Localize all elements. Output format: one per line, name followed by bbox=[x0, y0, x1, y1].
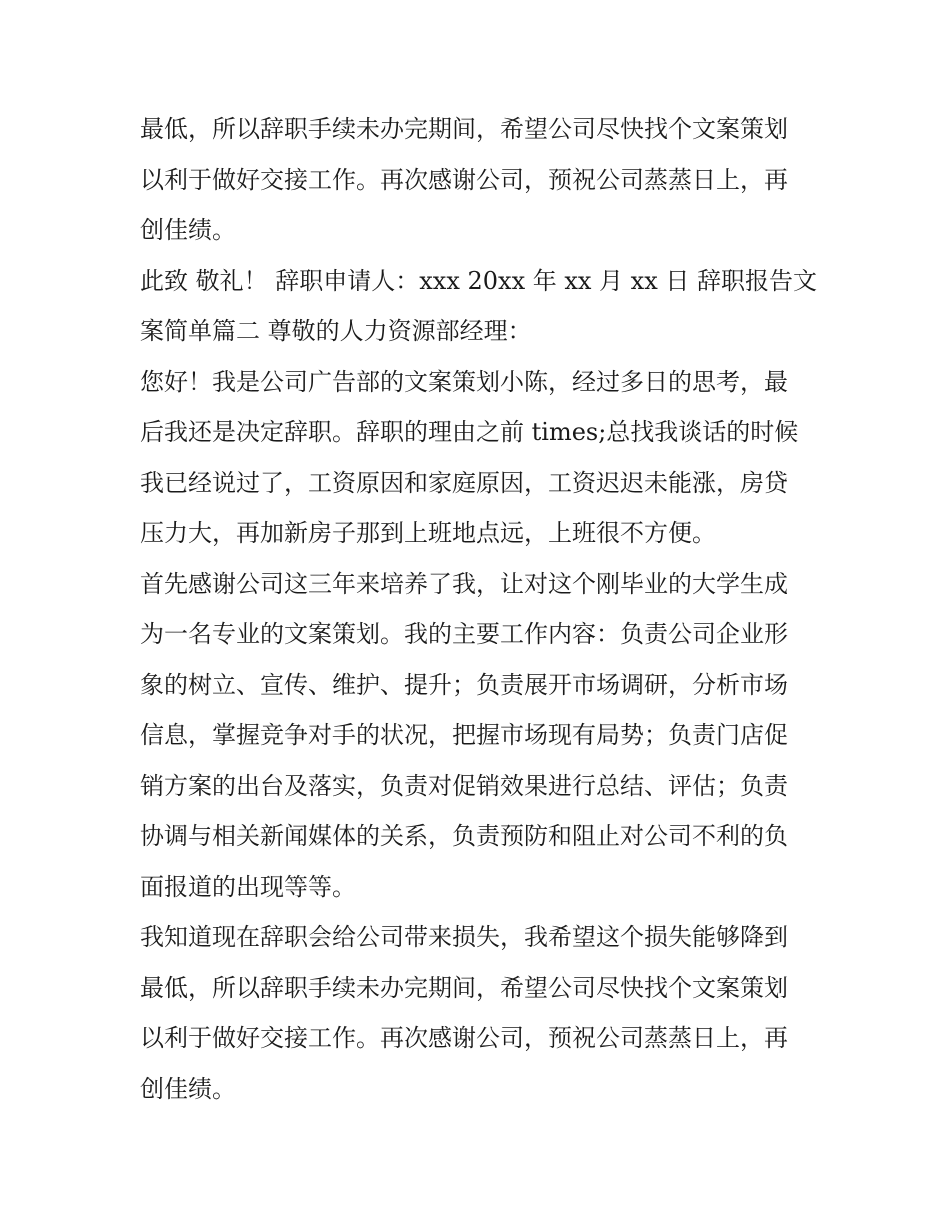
text-line: 首先感谢公司这三年来培养了我，让对这个刚毕业的大学生成 bbox=[140, 569, 788, 598]
paragraph-greeting bbox=[140, 357, 812, 559]
text-line: 创佳绩。 bbox=[140, 216, 236, 244]
text-line: 压力大，再加新房子那到上班地点远，上班很不方便。 bbox=[140, 519, 716, 547]
document-body bbox=[140, 104, 818, 1114]
text-line: 创佳绩。 bbox=[140, 1074, 236, 1103]
paragraph-thanks-and-duties bbox=[140, 559, 812, 913]
text-line: 您好！我是公司广告部的文案策划小陈，经过多日的思考，最 bbox=[140, 367, 788, 396]
paragraph-closing-previous bbox=[140, 104, 812, 256]
text-line: 最低，所以辞职手续未办完期间，希望公司尽快找个文案策划 bbox=[140, 115, 788, 143]
text-line: 协调与相关新闻媒体的关系，负责预防和阻止对公司不利的负 bbox=[140, 822, 788, 850]
text-line: 以利于做好交接工作。再次感谢公司，预祝公司蒸蒸日上，再 bbox=[140, 165, 788, 194]
text-line: 我已经说过了，工资原因和家庭原因，工资迟迟未能涨，房贷 bbox=[140, 468, 788, 497]
text-line: 面报道的出现等等。 bbox=[140, 872, 356, 901]
paragraph-signoff-and-heading bbox=[140, 256, 818, 357]
text-line: 此致 敬礼！ 辞职申请人：xxx 20xx 年 xx 月 xx 日 辞职报告文 bbox=[140, 266, 818, 295]
text-line: 销方案的出台及落实，负责对促销效果进行总结、评估；负责 bbox=[140, 771, 788, 800]
text-line: 信息，掌握竞争对手的状况，把握市场现有局势；负责门店促 bbox=[140, 721, 788, 749]
text-line: 最低，所以辞职手续未办完期间，希望公司尽快找个文案策划 bbox=[140, 973, 788, 1002]
text-line: 案简单篇二 尊敬的人力资源部经理： bbox=[140, 317, 532, 345]
paragraph-closing bbox=[140, 912, 812, 1114]
text-line: 后我还是决定辞职。辞职的理由之前 times;总找我谈话的时候 bbox=[140, 418, 799, 446]
text-line: 象的树立、宣传、维护、提升；负责展开市场调研，分析市场 bbox=[140, 670, 788, 699]
text-line: 为一名专业的文案策划。我的主要工作内容：负责公司企业形 bbox=[140, 620, 788, 648]
text-line: 以利于做好交接工作。再次感谢公司，预祝公司蒸蒸日上，再 bbox=[140, 1024, 788, 1052]
text-line: 我知道现在辞职会给公司带来损失，我希望这个损失能够降到 bbox=[140, 923, 788, 951]
